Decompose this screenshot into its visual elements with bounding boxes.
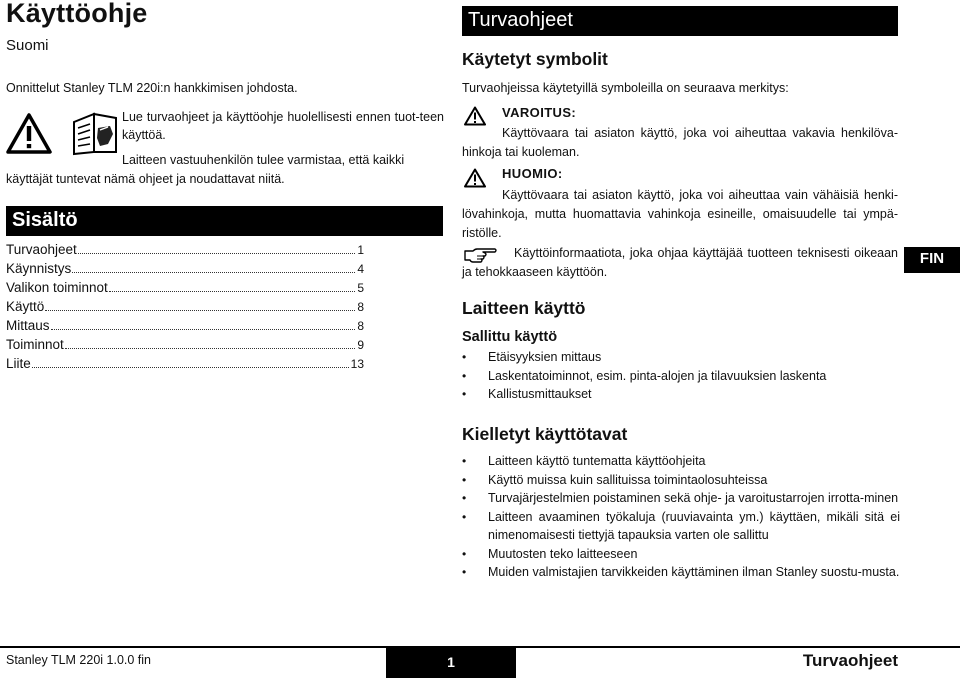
forbidden-use-heading: Kielletyt käyttötavat [462, 424, 628, 444]
toc-item-label: Liite [6, 356, 31, 371]
toc-item[interactable] [6, 318, 364, 337]
toc-item-label: Mittaus [6, 318, 50, 333]
symbols-intro-text: Turvaohjeissa käytetyillä symboleilla on seuraava merkitys: [462, 81, 789, 95]
toc-dot-leader [72, 272, 355, 273]
caution-label: HUOMIO: [502, 166, 563, 181]
device-usage-heading: Laitteen käyttö [462, 298, 586, 318]
footer-document-id: Stanley TLM 220i 1.0.0 fin [6, 653, 151, 667]
symbols-heading: Käytetyt symbolit [462, 49, 608, 69]
toc-dot-leader [51, 329, 356, 330]
toc-item[interactable] [6, 280, 364, 299]
list-item: • Käyttö muissa kuin sallituissa toimintaolosuhteissa [462, 471, 900, 490]
table-of-contents [6, 242, 364, 375]
toc-dot-leader [32, 367, 349, 368]
toc-item-page: 8 [357, 319, 364, 333]
forbidden-use-list [462, 452, 902, 582]
info-description: Käyttöinformaatiota, joka ohjaa käyttäjää tuotteen teknisesti oikeaan ja tehokkaaseen käyttöön. [462, 246, 898, 279]
toc-item-page: 8 [357, 300, 364, 314]
toc-item-label: Turvaohjeet [6, 242, 77, 257]
toc-item-page: 9 [357, 338, 364, 352]
list-item: • Muutosten teko laitteeseen [462, 545, 900, 564]
document-title: Käyttöohje [6, 0, 148, 28]
toc-item-page: 5 [357, 281, 364, 295]
toc-item[interactable] [6, 261, 364, 280]
toc-item-label: Valikon toiminnot [6, 280, 108, 295]
toc-item-page: 4 [357, 262, 364, 276]
document-language: Suomi [6, 37, 49, 54]
warning-description: Käyttövaara tai asiaton käyttö, joka voi aiheuttaa vakavia henkilöva-hinkoja tai kuoleman. [462, 126, 898, 159]
toc-item[interactable] [6, 337, 364, 356]
safety-section-header: Turvaohjeet [462, 6, 898, 36]
toc-dot-leader [109, 291, 356, 292]
toc-item-page: 13 [350, 357, 364, 371]
toc-dot-leader [78, 253, 356, 254]
list-item: • Muiden valmistajien tarvikkeiden käyttäminen ilman Stanley suostu-musta. [462, 563, 900, 582]
list-item: • Laitteen avaaminen työkaluja (ruuviavainta ym.) käyttäen, mikäli sitä ei nimenomaisesti tiettyjä tapauksia varten ole sallittu [462, 508, 900, 545]
list-item: • Turvajärjestelmien poistaminen sekä ohje- ja varoitustarrojen irrotta-minen [462, 489, 900, 508]
read-instructions-text: Lue turvaohjeet ja käyttöohje huolellisesti ennen tuot-teen käyttöä. [122, 110, 444, 142]
footer-section-title: Turvaohjeet [802, 651, 898, 670]
allowed-use-list [462, 348, 902, 404]
warning-triangle-icon [464, 106, 486, 126]
toc-item[interactable] [6, 242, 364, 261]
footer-page-number: 1 [386, 648, 516, 678]
list-item: • Kallistusmittaukset [462, 385, 902, 404]
list-item: • Laskentatoiminnot, esim. pinta-alojen ja tilavuuksien laskenta [462, 367, 902, 386]
language-tab: FIN [904, 247, 960, 273]
caution-description: Käyttövaara tai asiaton käyttö, joka voi aiheuttaa vain vähäisiä henki-lövahinkoja, mutta huomattavia vahinkoja esineille, omaisuudelle tai ympä-ristölle. [462, 188, 898, 240]
toc-item-label: Käyttö [6, 299, 45, 314]
manual-book-icon [70, 108, 120, 156]
toc-item[interactable] [6, 356, 364, 375]
warning-triangle-icon [6, 112, 52, 154]
warning-label: VAROITUS: [502, 105, 577, 120]
toc-item-label: Käynnistys [6, 261, 72, 276]
list-item: • Laitteen käyttö tuntematta käyttöohjeita [462, 452, 900, 471]
allowed-use-heading: Sallittu käyttö [462, 329, 558, 345]
toc-dot-leader [45, 310, 355, 311]
toc-dot-leader [65, 348, 356, 349]
toc-item-label: Toiminnot [6, 337, 64, 352]
toc-item-page: 1 [357, 243, 364, 257]
list-item: • Etäisyyksien mittaus [462, 348, 902, 367]
intro-text: Onnittelut Stanley TLM 220i:n hankkimisen johdosta. [6, 81, 298, 95]
toc-item[interactable] [6, 299, 364, 318]
warning-triangle-icon [464, 168, 486, 188]
toc-header: Sisältö [6, 206, 443, 236]
responsibility-text-line2: käyttäjät tuntevat nämä ohjeet ja noudattavat niitä. [6, 172, 285, 186]
responsibility-text-line1: Laitteen vastuuhenkilön tulee varmistaa, että kaikki [122, 153, 405, 167]
